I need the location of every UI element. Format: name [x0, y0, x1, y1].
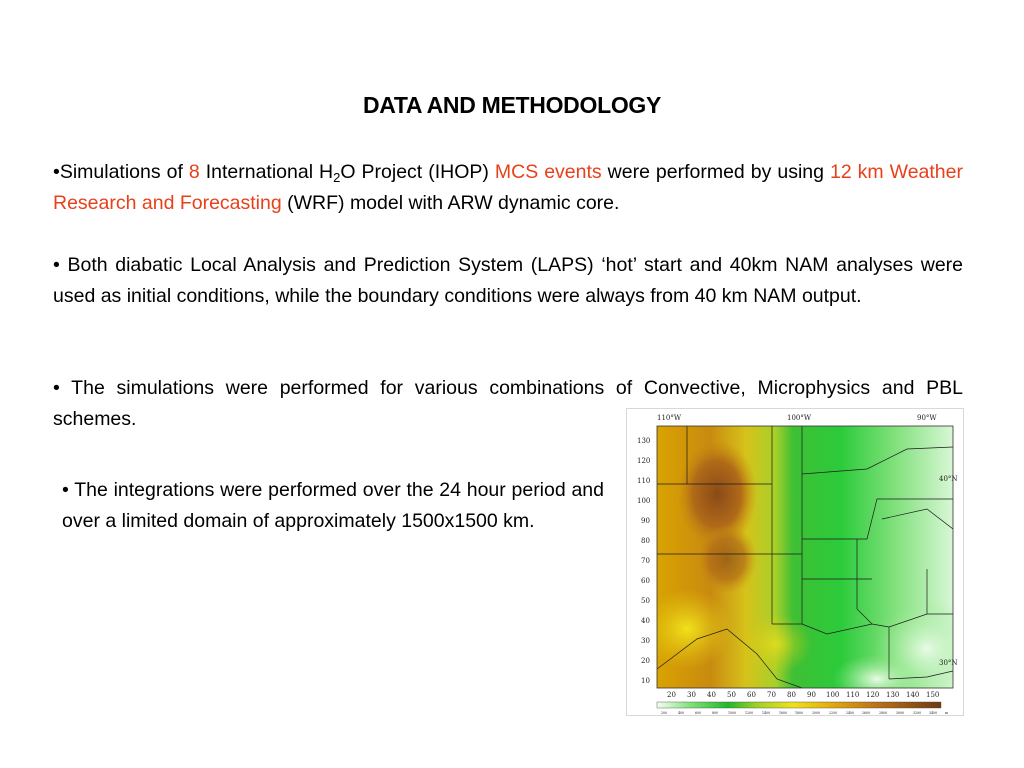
bullet-simulations — [53, 157, 963, 219]
y-tick: 40 — [641, 617, 650, 625]
y-tick: 60 — [641, 577, 650, 585]
x-tick: 150 — [926, 691, 940, 699]
bullet-marker: • — [62, 479, 69, 501]
lat-label-40n: 40°N — [939, 475, 958, 483]
bullet-initial-conditions — [53, 250, 963, 312]
highlight-wrf-model: 12 km Weather Research and Forecasting — [53, 161, 963, 214]
x-tick: 40 — [707, 691, 716, 699]
x-tick: 50 — [727, 691, 736, 699]
x-tick: 120 — [866, 691, 880, 699]
x-tick: 140 — [906, 691, 920, 699]
terrain-map-figure — [626, 408, 964, 716]
colorbar-label: 1200 — [745, 711, 754, 715]
y-tick: 50 — [641, 597, 650, 605]
x-tick: 70 — [767, 691, 776, 699]
y-axis-ticks — [637, 437, 650, 685]
lon-label-110w: 110°W — [657, 414, 682, 422]
colorbar-label: 2000 — [812, 711, 821, 715]
lon-label-100w: 100°W — [787, 414, 812, 422]
text-run: were performed by using — [601, 161, 830, 183]
colorbar-labels — [661, 711, 948, 715]
y-tick: 30 — [641, 637, 650, 645]
colorbar-label: 200 — [661, 711, 668, 715]
x-tick: 130 — [886, 691, 900, 699]
y-tick: 10 — [641, 677, 650, 685]
bullet-integrations — [62, 475, 604, 537]
text-run: (WRF) model with ARW dynamic core. — [281, 192, 620, 214]
highlight-count: 8 — [188, 161, 200, 183]
y-tick: 70 — [641, 557, 650, 565]
x-tick: 100 — [826, 691, 840, 699]
colorbar-label: 400 — [678, 711, 685, 715]
colorbar-label: 2800 — [879, 711, 888, 715]
y-tick: 90 — [641, 517, 650, 525]
colorbar-label: 1400 — [762, 711, 771, 715]
y-tick: 100 — [637, 497, 651, 505]
lon-label-90w: 90°W — [917, 414, 937, 422]
bullet-marker: • — [53, 161, 60, 183]
slide-title: DATA AND METHODOLOGY — [362, 92, 662, 118]
colorbar-label: 1800 — [795, 711, 804, 715]
lat-label-30n: 30°N — [939, 659, 958, 667]
x-tick: 30 — [687, 691, 696, 699]
text-run: Simulations of — [59, 161, 189, 183]
text-run: The simulations were performed for various combinations of Convective, Microphysics and PBL schemes. — [53, 377, 963, 430]
y-tick: 120 — [637, 457, 651, 465]
bullet-marker: • — [53, 377, 60, 399]
y-tick: 80 — [641, 537, 650, 545]
text-run: Both diabatic Local Analysis and Prediction System (LAPS) ‘hot’ start and 40km NAM analyses were used as initial conditions, while the boundary conditions were always from 40 km NAM output. — [53, 254, 963, 307]
terrain-map — [627, 409, 963, 715]
colorbar-label: 3000 — [896, 711, 905, 715]
subscript: 2 — [333, 170, 341, 185]
colorbar-label: 3400 — [929, 711, 938, 715]
colorbar-label: 1000 — [728, 711, 737, 715]
colorbar-label: 1600 — [779, 711, 788, 715]
bullet-marker: • — [53, 254, 60, 276]
x-tick: 110 — [846, 691, 860, 699]
colorbar-unit: m — [945, 711, 949, 715]
y-tick: 110 — [637, 477, 651, 485]
colorbar-label: 2600 — [862, 711, 871, 715]
x-axis-ticks — [667, 691, 939, 699]
y-tick: 130 — [637, 437, 651, 445]
terrain-field — [642, 426, 963, 704]
y-tick: 20 — [641, 657, 650, 665]
x-tick: 80 — [787, 691, 796, 699]
x-tick: 60 — [747, 691, 756, 699]
colorbar-label: 800 — [712, 711, 719, 715]
colorbar-label: 3200 — [913, 711, 922, 715]
colorbar-label: 2200 — [829, 711, 838, 715]
colorbar — [657, 702, 941, 708]
colorbar-label: 2400 — [846, 711, 855, 715]
highlight-mcs-events: MCS events — [494, 161, 602, 183]
text-run: O Project (IHOP) — [340, 161, 495, 183]
text-run: International H — [199, 161, 334, 183]
x-tick: 90 — [807, 691, 816, 699]
colorbar-label: 600 — [695, 711, 702, 715]
x-tick: 20 — [667, 691, 676, 699]
text-run: The integrations were performed over the 24 hour period and over a limited domain of approximately 1500x1500 km. — [62, 479, 604, 532]
